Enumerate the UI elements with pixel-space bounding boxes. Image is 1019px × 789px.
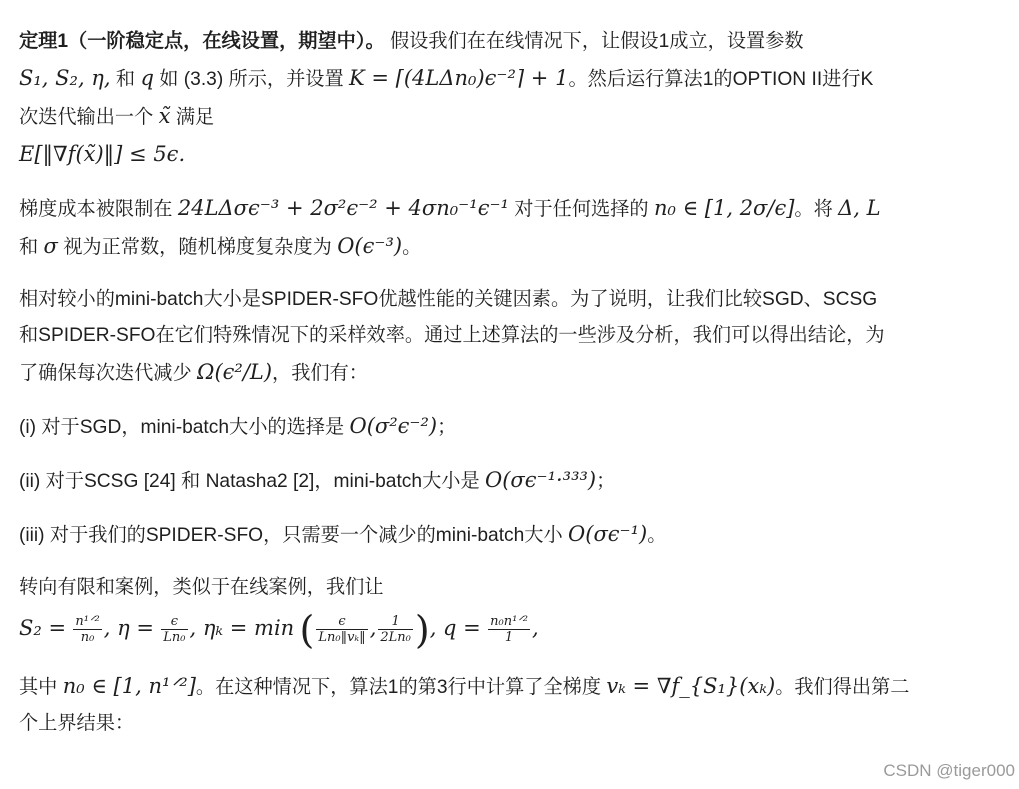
math-eta: , η = [103,616,154,640]
math-item-i: O(σ²ϵ⁻²) [349,414,438,438]
math-gc-expr: 24LΔσϵ⁻³ + 2σ²ϵ⁻² + 4σn₀⁻¹ϵ⁻¹ [177,196,509,220]
frac-min1: $\frac{\epsilon}{\text{Ln₀‖vₖ‖}}$ [318,614,366,646]
gc-prefix: 梯度成本被限制在 [19,199,173,220]
math-params: S₁, S₂, η, [19,66,111,90]
item-iii-suffix: 。 [647,525,667,546]
theorem-run-text: 。然后运行算法1的OPTION II进行K [568,69,874,90]
gc-line2-end: 。 [402,237,422,258]
math-gc-consts: Δ, L [838,196,881,220]
p2-line3-suffix: ，我们有： [272,363,368,384]
minibatch-paragraph [19,282,997,392]
theorem-satisfy: 满足 [175,107,215,128]
math-eq1: E[‖∇f(x̃)‖] ≤ 5ϵ. [19,142,186,166]
math-k-expr: K = ⌈(4LΔn₀)ϵ⁻²⌉ + 1 [349,66,569,90]
math-gc-range: n₀ ∈ [1, 2σ/ϵ] [653,196,795,220]
list-item [19,408,997,446]
last-mid: 。在这种情况下，算法1的第3行中计算了全梯度 [195,677,602,698]
gc-suffix: 。将 [794,199,833,220]
math-last-range: n₀ ∈ [1, n¹ᐟ²] [62,674,196,698]
math-q: q [140,66,154,90]
p2-line1: 相对较小的mini-batch大小是SPIDER-SFO优越性能的关键因素。为了说明，让我们比较SGD、SCSG [19,289,878,310]
last-prefix: 其中 [19,677,58,698]
finite-text: 转向有限和案例，类似于在线案例，我们让 [19,577,384,598]
theorem-ref: 如 (3.3) 所示，并设置 [159,69,344,90]
theorem-line3: 次迭代输出一个 [19,107,154,128]
equation-1 [19,136,997,174]
gc-line2-prefix: 和 [19,237,39,258]
frac-q: $\frac{\text{n₀n¹ᐟ²}}{1}$ [490,614,529,646]
theorem-title: 定理1（一阶稳定点，在线设置，期望中）。 [19,31,385,52]
frac-min2: $\frac{1}{\text{2Ln₀}}$ [380,614,411,646]
document-body [19,24,997,742]
gradient-cost-paragraph [19,190,997,266]
last-line2: 个上界结果： [19,713,135,734]
gc-mid: 对于任何选择的 [514,199,649,220]
watermark: CSDN @tiger000 [883,761,1015,780]
math-complexity: O(ϵ⁻³) [337,234,403,258]
item-ii-suffix: ； [596,471,616,492]
item-ii-text: (ii) 对于SCSG [24] 和 Natasha2 [2]，mini-batch大小是 [19,471,480,492]
math-etak: , ηₖ = min [189,616,295,640]
finite-sum-paragraph [19,570,997,606]
frac-s2: $\frac{\text{n¹ᐟ²}}{\text{n₀}}$ [75,614,100,646]
word-and: 和 [115,69,136,90]
conclusion-paragraph [19,668,997,742]
math-item-ii: O(σϵ⁻¹·³³³) [484,468,597,492]
item-iii-text: (iii) 对于我们的SPIDER-SFO，只需要一个减少的mini-batch大小 [19,525,563,546]
item-i-suffix: ； [437,417,457,438]
item-i-text: (i) 对于SGD，mini-batch大小的选择是 [19,417,345,438]
gc-line2-mid: 视为正常数，随机梯度复杂度为 [63,237,332,258]
math-xtilde: x̃ [158,104,171,128]
list-item [19,462,997,500]
p2-line3-prefix: 了确保每次迭代减少 [19,363,192,384]
math-sigma: σ [43,234,58,258]
p2-line2: 和SPIDER-SFO在它们特殊情况下的采样效率。通过上述算法的一些涉及分析，我们可以得出结论，为 [19,325,885,346]
list-item [19,516,997,554]
math-omega: Ω(ϵ²/L) [197,360,273,384]
math-item-iii: O(σϵ⁻¹) [568,522,648,546]
last-suffix: 。我们得出第二 [775,677,910,698]
math-last-expr: vₖ = ∇f_{S₁}(xₖ) [606,674,776,698]
theorem-paragraph [19,24,997,136]
math-s2: S₂ = [19,616,67,640]
theorem-text: 假设我们在在线情况下，让假设1成立，设置参数 [389,31,804,52]
frac-eta: $\frac{\epsilon}{\text{Ln₀}}$ [163,614,186,646]
equation-2: S₂ = $\frac{\text{n¹ᐟ²}}{\text{n₀}}$ , η = $\frac{\epsilon}{\text{Ln₀}}$ , ηₖ = min ( $\frac{\epsilon}{\text{Ln₀‖vₖ‖}}$ , $\frac{1}{\text{2Ln₀}}$ ), q = $\frac{\text{n₀n¹ᐟ²}}{1}$ , [19,607,539,652]
math-q-eq: , q = [429,616,481,640]
